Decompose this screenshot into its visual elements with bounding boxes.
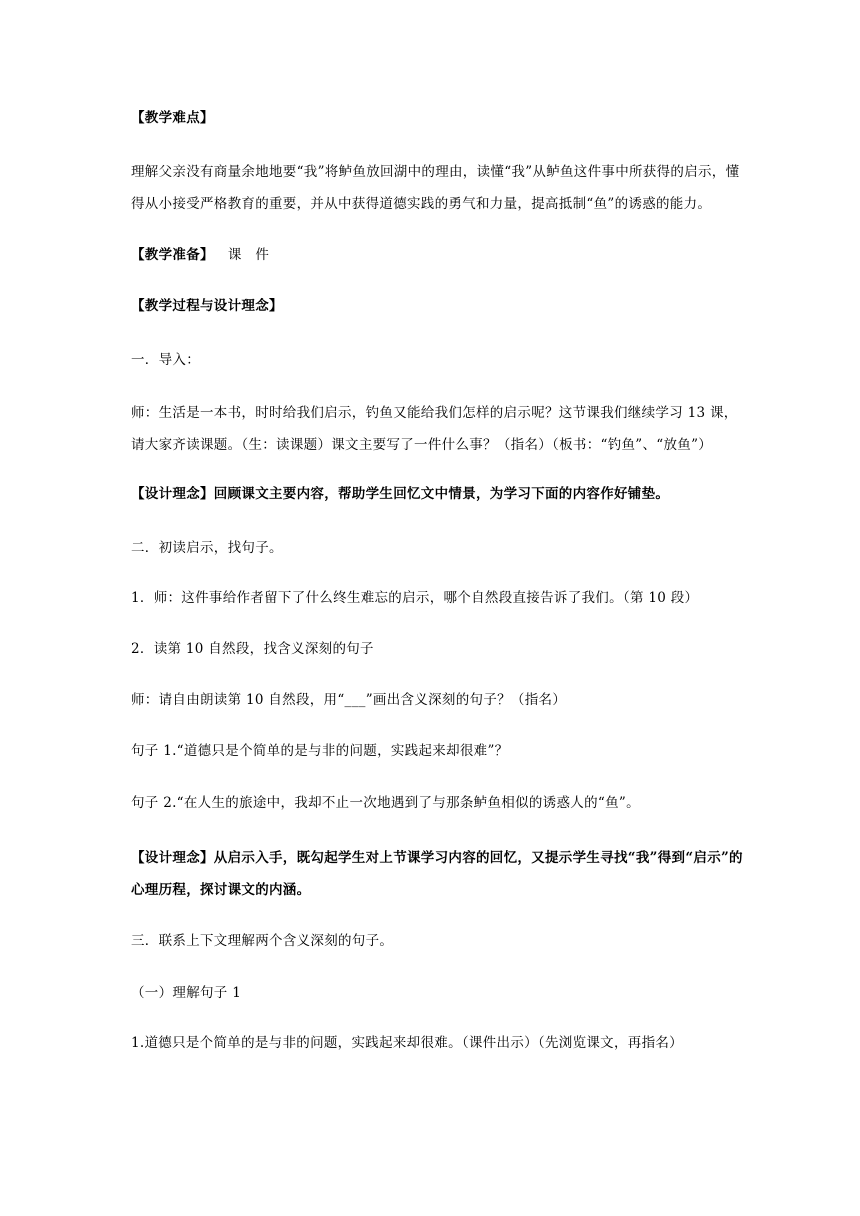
heading-teaching-difficulty: 【教学难点】: [131, 110, 214, 126]
difficulty-paragraph: 理解父亲没有商量余地地要“我”将鲈鱼放回湖中的理由，读懂“我”从鲈鱼这件事中所获得的启示，懂得从小接受严格教育的重要，并从中获得道德实践的勇气和力量，提高抵制“鱼”的诱惑的能力。: [131, 164, 740, 212]
section-first-reading-title: 二．初读启示，找句子。: [131, 540, 283, 556]
step-1-text: 1．师：这件事给作者留下了什么终生难忘的启示，哪个自然段直接告诉了我们。（第 10 段）: [131, 590, 699, 606]
step-2-text: 2．读第 10 自然段，找含义深刻的句子: [131, 641, 374, 657]
heading-process-and-concept: 【教学过程与设计理念】: [131, 298, 283, 314]
subsection-step-1-text: 1.道德只是个简单的是与非的问题，实践起来却很难。（课件出示）（先浏览课文，再指名）: [131, 1035, 683, 1051]
teacher-prompt-text: 师：请自由朗读第 10 自然段，用“___”画出含义深刻的句子？（指名）: [131, 692, 567, 708]
design-concept-2: 【设计理念】从启示入手，既勾起学生对上节课学习内容的回忆，又提示学生寻找“我”得到“启示”的心理历程，探讨课文的内涵。: [131, 850, 743, 898]
section-intro-title: 一．导入：: [131, 352, 200, 368]
intro-paragraph: 师：生活是一本书，时时给我们启示，钓鱼又能给我们怎样的启示呢？这节课我们继续学习 13 课，请大家齐读课题。（生：读课题）课文主要写了一件什么事？（指名）（板书：“钓鱼”、“放鱼”）: [131, 405, 738, 453]
design-concept-1: 【设计理念】回顾课文主要内容，帮助学生回忆文中情景，为学习下面的内容作好铺垫。: [131, 486, 670, 502]
prep-value: 课 件: [227, 247, 270, 263]
prep-heading-label: 【教学准备】: [131, 247, 214, 263]
heading-teaching-preparation: [131, 245, 750, 265]
section-context-title: 三．联系上下文理解两个含义深刻的句子。: [131, 933, 394, 949]
sentence-1-text: 句子 1.“道德只是个简单的是与非的问题，实践起来却很难”？: [131, 743, 509, 759]
sentence-2-text: 句子 2.“在人生的旅途中，我却不止一次地遇到了与那条鲈鱼相似的诱惑人的“鱼”。: [131, 795, 640, 811]
subsection-sentence-1-title: （一）理解句子 1: [131, 985, 242, 1001]
